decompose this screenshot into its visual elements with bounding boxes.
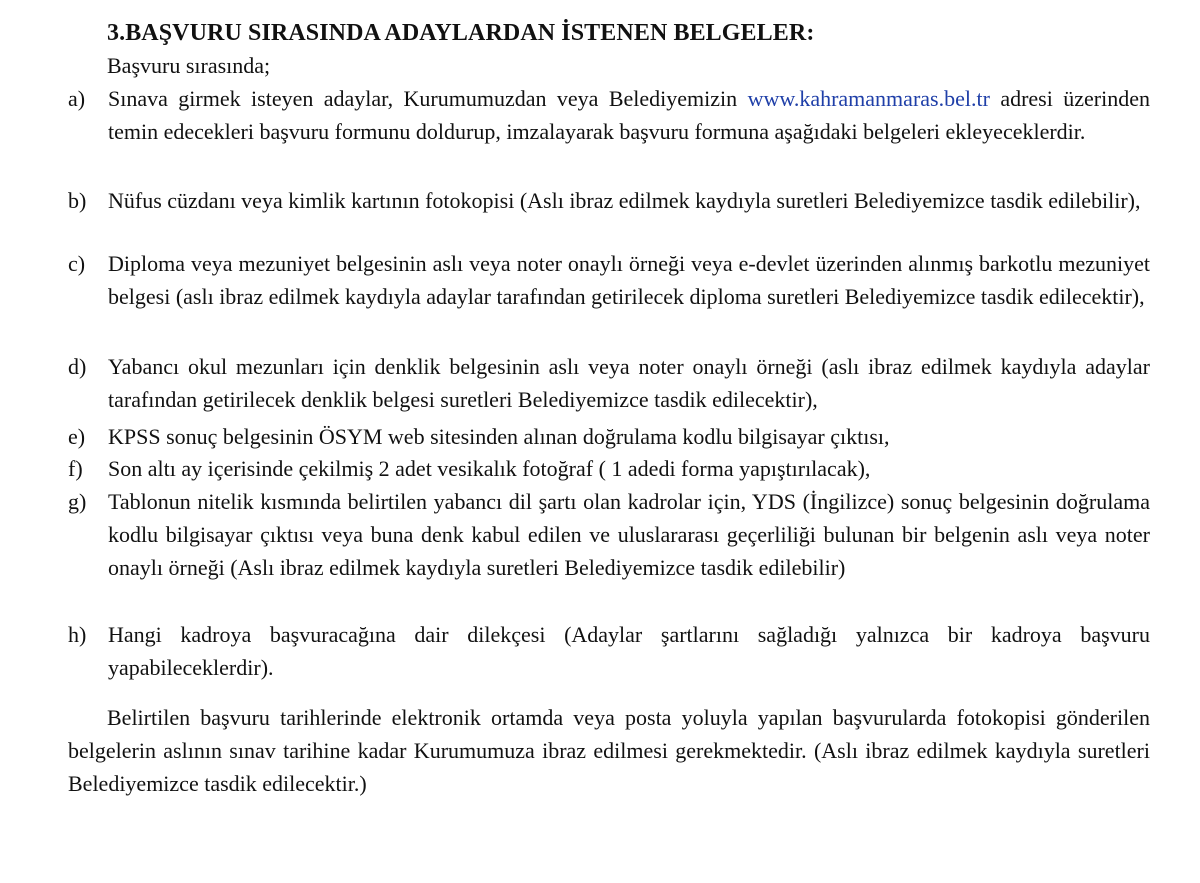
list-marker: h)	[68, 622, 87, 647]
list-marker: a)	[68, 86, 86, 111]
list-item-text: KPSS sonuç belgesinin ÖSYM web sitesinden alınan doğrulama kodlu bilgisayar çıktısı,	[108, 424, 890, 449]
section-heading: 3.BAŞVURU SIRASINDA ADAYLARDAN İSTENEN BELGELER:	[107, 20, 815, 46]
section-intro: Başvuru sırasında;	[107, 53, 271, 78]
list-marker: c)	[68, 251, 86, 276]
list-item-text-before: Sınava girmek isteyen adaylar, Kurumumuzdan veya Belediyemizin	[108, 86, 748, 111]
list-marker: b)	[68, 188, 87, 213]
list-item-text-after: adresi üzerinden temin edecekleri başvuru formunu doldurup, imzalayarak başvuru formuna aşağıdaki belgeleri ekleyeceklerdir.	[108, 86, 1151, 144]
closing-paragraph: Belirtilen başvuru tarihlerinde elektronik ortamda veya posta yoluyla yapılan başvurularda fotokopisi gönderilen belgelerin aslının sınav tarihine kadar Kurumumuza ibraz edilmesi gerekmektedir. (Aslı ibraz edilmek kaydıyla suretleri Belediyemizce tasdik edilecektir.)	[68, 705, 1150, 796]
list-item-text: Diploma veya mezuniyet belgesinin aslı veya noter onaylı örneği veya e-devlet üzerinden alınmış barkotlu mezuniyet belgesi (aslı ibraz edilmek kaydıyla adaylar tarafından getirilecek diploma suretleri Belediyemizce tasdik edilecektir),	[108, 251, 1150, 309]
list-marker: g)	[68, 489, 87, 514]
list-item-text: Nüfus cüzdanı veya kimlik kartının fotokopisi (Aslı ibraz edilmek kaydıyla suretleri Belediyemizce tasdik edilebilir),	[108, 188, 1141, 213]
list-item-text: Tablonun nitelik kısmında belirtilen yabancı dil şartı olan kadrolar için, YDS (İngilizce) sonuç belgesinin doğrulama kodlu bilgisayar çıktısı veya buna denk kabul edilen ve uluslararası geçerliliği bulunan bir belgenin aslı veya noter onaylı örneği (Aslı ibraz edilmek kaydıyla suretleri Belediyemizce tasdik edilebilir)	[108, 489, 1150, 580]
list-item-text: Hangi kadroya başvuracağına dair dilekçesi (Adaylar şartlarını sağladığı yalnızca bir kadroya başvuru yapabileceklerdir).	[108, 622, 1150, 680]
list-marker: e)	[68, 424, 86, 449]
list-marker: f)	[68, 456, 83, 481]
list-item-text: Yabancı okul mezunları için denklik belgesinin aslı veya noter onaylı örneği (aslı ibraz edilmek kaydıyla adaylar tarafından getirilecek denklik belgesi suretleri Belediyemizce tasdik edilecektir),	[108, 354, 1150, 412]
list-item-text: Son altı ay içerisinde çekilmiş 2 adet vesikalık fotoğraf ( 1 adedi forma yapıştırılacak),	[108, 456, 871, 481]
list-marker: d)	[68, 354, 87, 379]
list-item-text	[108, 82, 1150, 148]
website-link[interactable]: www.kahramanmaras.bel.tr	[747, 86, 990, 111]
